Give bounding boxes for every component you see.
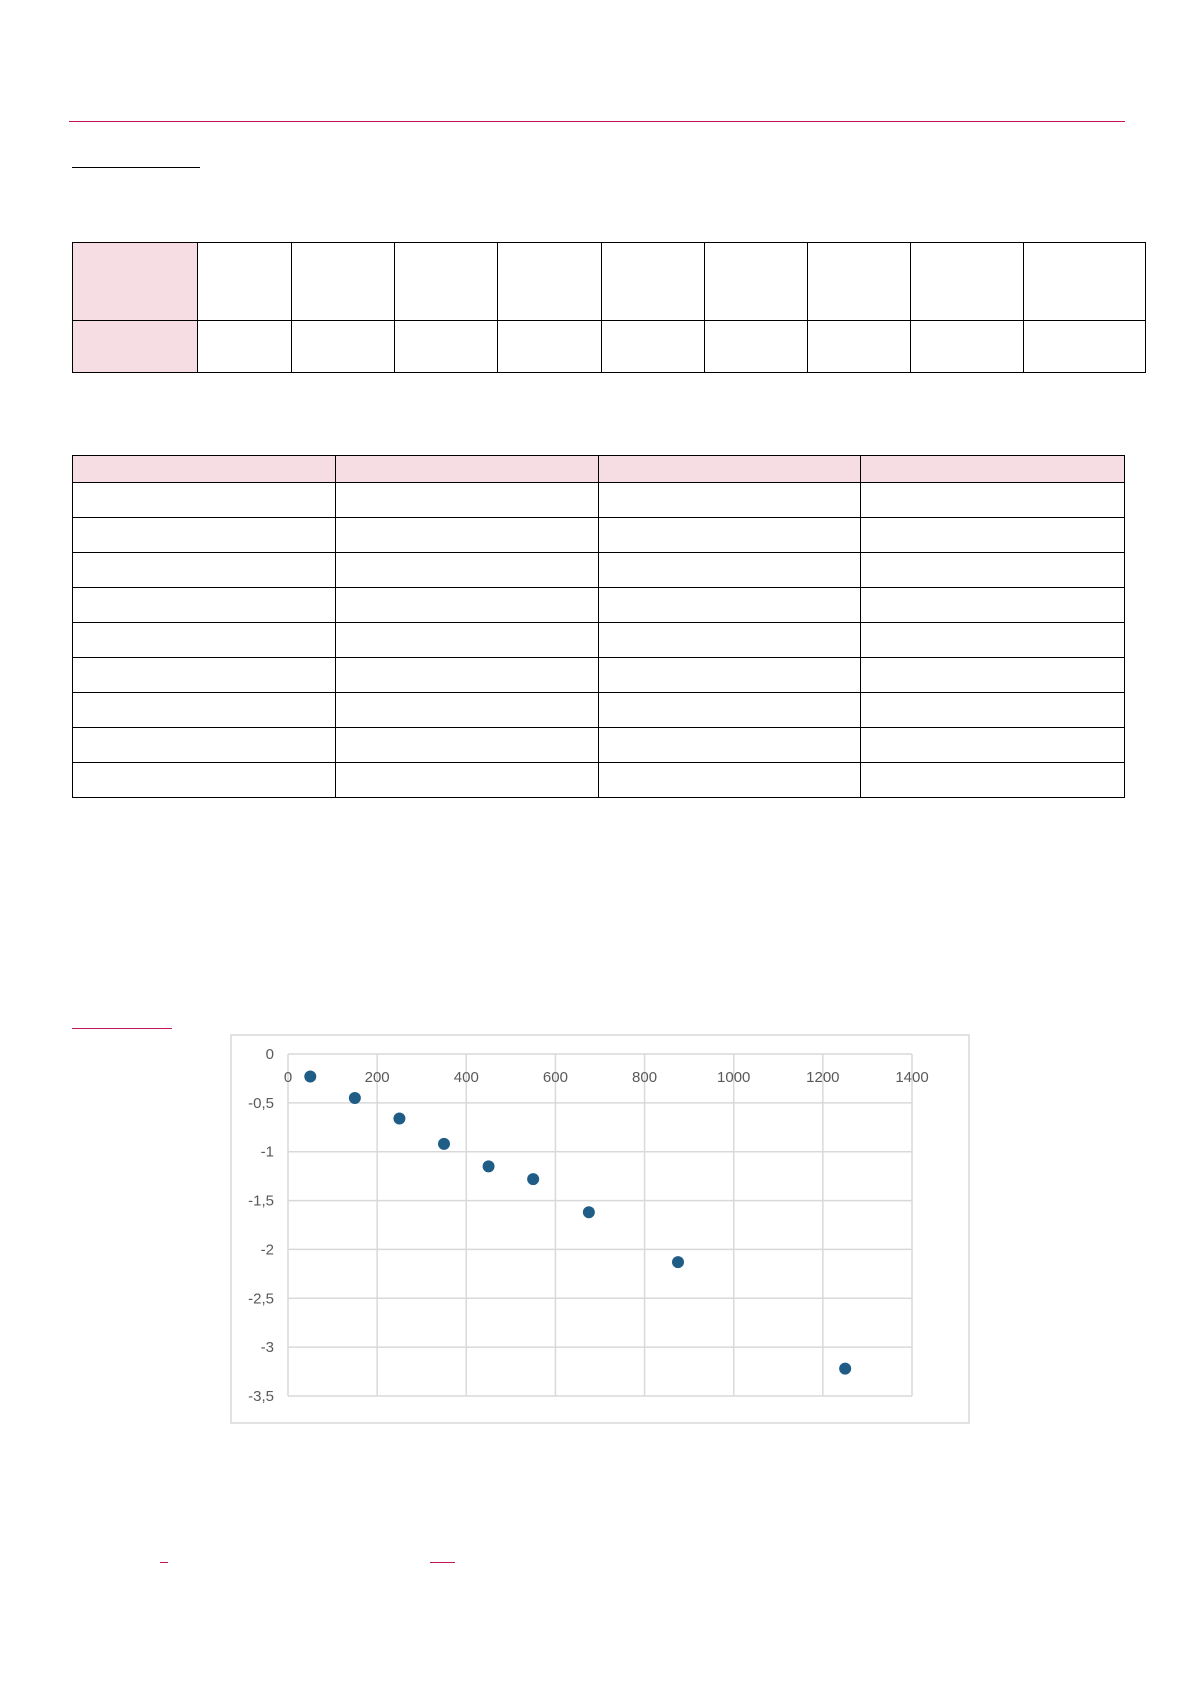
table-cell xyxy=(73,658,336,693)
table-cell xyxy=(335,693,598,728)
table-cell xyxy=(335,728,598,763)
data-point xyxy=(483,1160,495,1172)
annotation-mark xyxy=(430,1562,455,1563)
table-header-cell xyxy=(73,456,336,483)
data-table-vertical xyxy=(72,455,1125,798)
x-tick-label: 1000 xyxy=(717,1069,751,1086)
table-cell xyxy=(335,658,598,693)
table-cell xyxy=(291,321,394,373)
y-tick-label: -1 xyxy=(260,1143,274,1161)
table-row xyxy=(73,658,1125,693)
table-cell xyxy=(394,321,497,373)
section-heading-underline xyxy=(72,167,200,168)
table-cell xyxy=(861,693,1125,728)
table-cell xyxy=(498,243,601,321)
header-rule xyxy=(69,121,1125,122)
table-row xyxy=(73,728,1125,763)
x-tick-label: 600 xyxy=(542,1069,568,1086)
x-tick-label: 0 xyxy=(283,1069,293,1086)
table-cell xyxy=(598,553,861,588)
table-cell xyxy=(861,588,1125,623)
table-cell xyxy=(73,623,336,658)
data-point xyxy=(527,1173,539,1185)
table-header-cell xyxy=(73,321,198,373)
table-cell xyxy=(335,623,598,658)
table-row xyxy=(73,483,1125,518)
y-tick-label: -3 xyxy=(260,1339,274,1357)
table-cell xyxy=(73,728,336,763)
table-cell xyxy=(808,321,911,373)
table-cell xyxy=(198,321,291,373)
table-row xyxy=(73,518,1125,553)
table-cell xyxy=(73,483,336,518)
table-cell xyxy=(911,243,1023,321)
y-tick-label: -2,5 xyxy=(248,1290,274,1308)
data-point xyxy=(393,1112,405,1124)
table-cell xyxy=(861,763,1125,798)
table-cell xyxy=(601,321,704,373)
table-cell xyxy=(598,518,861,553)
data-point xyxy=(672,1256,684,1268)
data-point xyxy=(349,1092,361,1104)
table-cell xyxy=(1023,243,1145,321)
y-tick-label: -1,5 xyxy=(248,1192,274,1210)
table-cell xyxy=(73,553,336,588)
x-tick-label: 1200 xyxy=(806,1069,840,1086)
table-cell xyxy=(704,243,807,321)
table-cell xyxy=(861,728,1125,763)
table-cell xyxy=(73,588,336,623)
data-point xyxy=(839,1363,851,1375)
table-cell xyxy=(73,518,336,553)
table-cell xyxy=(598,588,861,623)
table-cell xyxy=(335,763,598,798)
table-cell xyxy=(598,483,861,518)
table-cell xyxy=(861,518,1125,553)
data-point xyxy=(438,1138,450,1150)
x-tick-label: 1400 xyxy=(895,1069,929,1086)
table-header-cell xyxy=(598,456,861,483)
table-cell xyxy=(861,658,1125,693)
table-cell xyxy=(808,243,911,321)
table-cell xyxy=(291,243,394,321)
table-cell xyxy=(498,321,601,373)
table-header-cell xyxy=(73,243,198,321)
table-cell xyxy=(73,763,336,798)
table-cell xyxy=(861,483,1125,518)
table-row xyxy=(73,763,1125,798)
y-tick-label: -2 xyxy=(260,1241,274,1259)
y-tick-label: 0 xyxy=(265,1046,274,1063)
table-cell xyxy=(335,588,598,623)
table-cell xyxy=(598,728,861,763)
scatter-chart xyxy=(230,1034,970,1424)
table-cell xyxy=(598,658,861,693)
data-point xyxy=(583,1206,595,1218)
table-cell xyxy=(335,553,598,588)
table-header-cell xyxy=(335,456,598,483)
table-row xyxy=(73,553,1125,588)
table-cell xyxy=(861,553,1125,588)
table-cell xyxy=(598,693,861,728)
table-cell xyxy=(601,243,704,321)
table-row xyxy=(73,623,1125,658)
table-cell xyxy=(335,483,598,518)
table-row xyxy=(73,693,1125,728)
table-cell xyxy=(198,243,291,321)
table-cell xyxy=(598,623,861,658)
x-tick-label: 800 xyxy=(632,1069,658,1086)
table-cell xyxy=(598,763,861,798)
table-cell xyxy=(911,321,1023,373)
table-row xyxy=(73,588,1125,623)
data-point xyxy=(304,1070,316,1082)
table-cell xyxy=(861,623,1125,658)
y-tick-label: -0,5 xyxy=(248,1094,274,1112)
chart-frame xyxy=(231,1035,969,1423)
annotation-mark xyxy=(160,1562,168,1563)
table-cell xyxy=(394,243,497,321)
table-cell xyxy=(704,321,807,373)
table-header-cell xyxy=(861,456,1125,483)
table-cell xyxy=(73,693,336,728)
table-cell xyxy=(1023,321,1145,373)
figure-heading-underline xyxy=(72,1028,172,1029)
table-cell xyxy=(335,518,598,553)
data-table-horizontal xyxy=(72,242,1146,373)
x-tick-label: 400 xyxy=(453,1069,479,1086)
x-tick-label: 200 xyxy=(364,1069,390,1086)
y-tick-label: -3,5 xyxy=(248,1388,274,1405)
